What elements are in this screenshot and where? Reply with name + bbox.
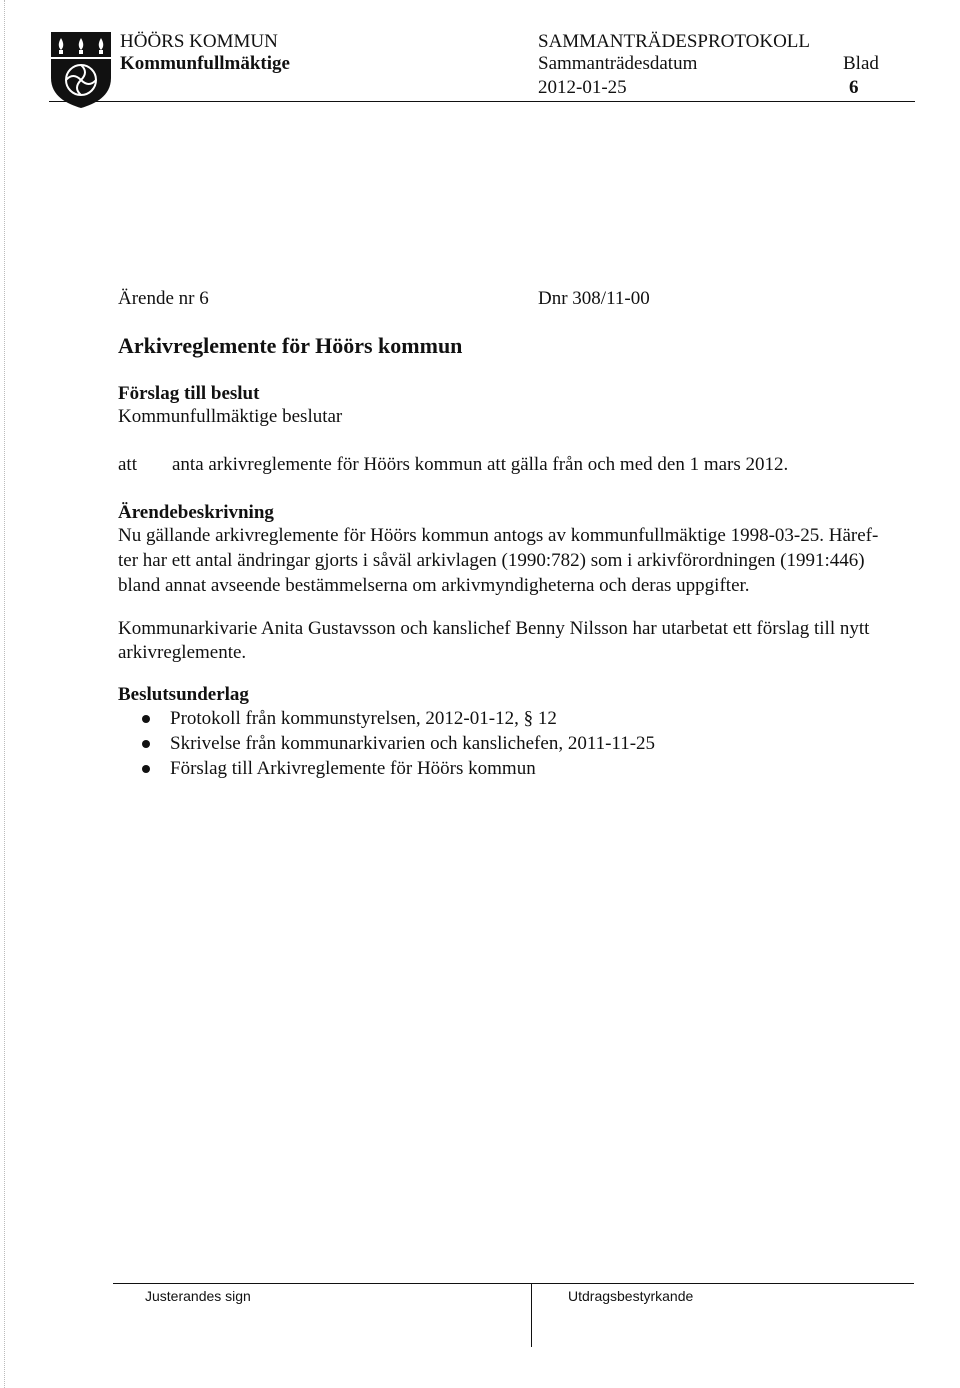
proposal-text: anta arkivreglemente för Höörs kommun att gälla från och med den 1 mars 2012.: [172, 454, 789, 475]
page-label: Blad: [843, 53, 879, 74]
description-para2-line-1: Kommunarkivarie Anita Gustavsson och kanslichef Benny Nilsson har utarbetat ett förslag till nytt: [118, 618, 870, 639]
description-line-2: ter har ett antal ändringar gjorts i såväl arkivlagen (1990:782) som i arkivförordningen (1991:446): [118, 550, 865, 571]
list-item: Förslag till Arkivreglemente för Höörs kommun: [136, 756, 655, 781]
description-heading: Ärendebeskrivning: [118, 502, 274, 523]
basis-list: [136, 706, 655, 781]
bullet-icon: [142, 740, 150, 748]
basis-heading: Beslutsunderlag: [118, 684, 249, 705]
case-number: Ärende nr 6: [118, 288, 209, 309]
municipality-crest-icon: [49, 30, 113, 110]
extract-certification-label: Utdragsbestyrkande: [568, 1288, 694, 1304]
bullet-icon: [142, 765, 150, 773]
page-number: 6: [849, 77, 859, 98]
justification-sign-label: Justerandes sign: [145, 1288, 251, 1304]
footer-rule: [113, 1283, 914, 1284]
footer-divider: [531, 1283, 532, 1347]
proposal-att: att: [118, 454, 137, 475]
description-line-1: Nu gällande arkivreglemente för Höörs kommun antogs av kommunfullmäktige 1998-03-25. Häref-: [118, 525, 879, 546]
description-line-3: bland annat avseende bestämmelserna om arkivmyndigheterna och deras uppgifter.: [118, 575, 750, 596]
case-title: Arkivreglemente för Höörs kommun: [118, 333, 463, 358]
meeting-date-label: Sammanträdesdatum: [538, 53, 698, 74]
org-name: HÖÖRS KOMMUN: [120, 31, 278, 52]
proposal-heading: Förslag till beslut: [118, 383, 260, 404]
body-name: Kommunfullmäktige: [120, 53, 290, 74]
diary-number: Dnr 308/11-00: [538, 288, 650, 309]
list-item: Protokoll från kommunstyrelsen, 2012-01-12, § 12: [136, 706, 655, 731]
scan-edge-mark: [4, 0, 6, 1388]
header-rule: [49, 101, 915, 102]
description-para2-line-2: arkivreglemente.: [118, 642, 247, 663]
doc-type: SAMMANTRÄDESPROTOKOLL: [538, 31, 811, 52]
proposal-intro: Kommunfullmäktige beslutar: [118, 406, 343, 427]
bullet-icon: [142, 715, 150, 723]
meeting-date: 2012-01-25: [538, 77, 627, 98]
list-item: Skrivelse från kommunarkivarien och kanslichefen, 2011-11-25: [136, 731, 655, 756]
